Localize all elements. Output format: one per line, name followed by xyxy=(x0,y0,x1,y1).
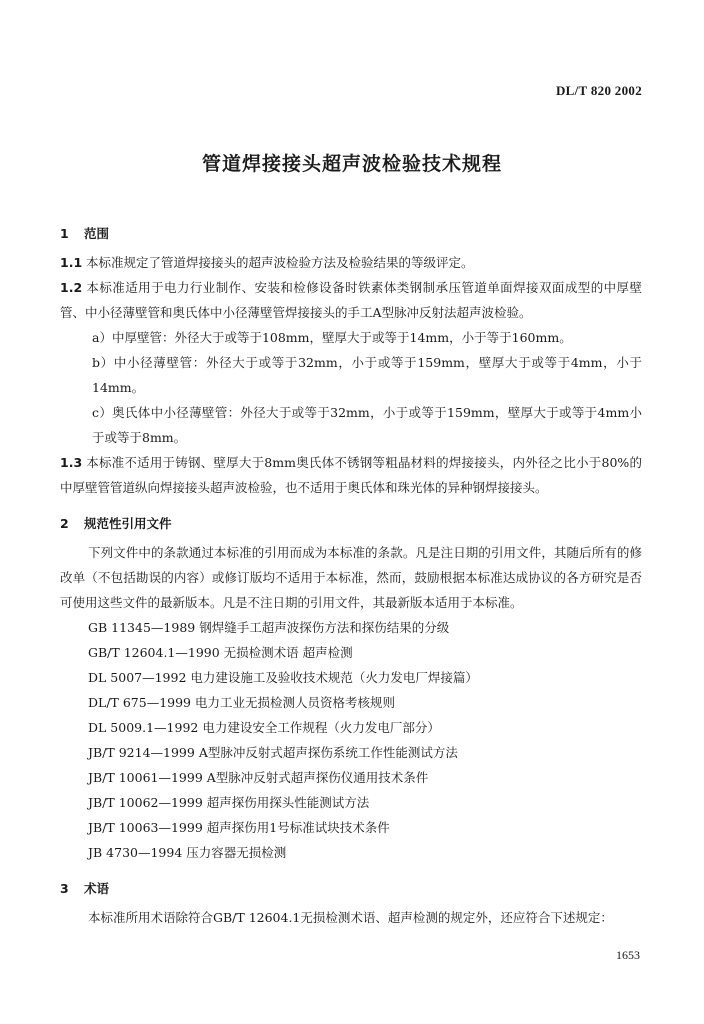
reference-item: DL 5007—1992 电力建设施工及验收技术规范（火力发电厂焊接篇） xyxy=(88,670,478,685)
document-body xyxy=(60,216,642,930)
section-title: 范围 xyxy=(84,226,110,241)
reference-item: JB/T 9214—1999 A型脉冲反射式超声探伤系统工作性能测试方法 xyxy=(88,745,458,760)
clause-number: 1.1 xyxy=(60,255,83,270)
reference-item: JB/T 10062—1999 超声探伤用探头性能测试方法 xyxy=(88,795,370,810)
section-number: 2 xyxy=(60,516,69,531)
section-2-intro: 下列文件中的条款通过本标准的引用而成为本标准的条款。凡是注日期的引用文件，其随后所有的修改单（不包括勘误的内容）或修订版均不适用于本标准，然而，鼓励根据本标准达成协议的各方研究是否可使用这些文件的最新版本。凡是不注日期的引用文件，其最新版本适用于本标准。 xyxy=(60,545,642,610)
list-item-b: b）中小径薄壁管：外径大于或等于32mm，小于或等于159mm，壁厚大于或等于4mm，小于14mm。 xyxy=(92,355,642,395)
clause-number: 1.2 xyxy=(60,280,83,295)
reference-item: GB/T 12604.1—1990 无损检测术语 超声检测 xyxy=(88,645,353,660)
section-2-heading xyxy=(60,511,642,536)
reference-item: DL/T 675—1999 电力工业无损检测人员资格考核规则 xyxy=(88,695,395,710)
section-number: 1 xyxy=(60,226,69,241)
document-title: 管道焊接接头超声波检验技术规程 xyxy=(201,153,502,175)
clause-text: 本标准规定了管道焊接接头的超声波检验方法及检验结果的等级评定。 xyxy=(86,255,474,270)
reference-item: JB 4730—1994 压力容器无损检测 xyxy=(88,845,287,860)
clause-number: 1.3 xyxy=(60,455,83,470)
clause-text: 本标准适用于电力行业制作、安装和检修设备时铁素体类钢制承压管道单面焊接双面成型的中厚壁管、中小径薄壁管和奥氏体中小径薄壁管焊接接头的手工A型脉冲反射法超声波检验。 xyxy=(60,280,642,320)
clause-1-1 xyxy=(60,250,642,275)
list-item-a: a）中厚壁管：外径大于或等于108mm，壁厚大于或等于14mm，小于等于160mm。 xyxy=(92,330,572,345)
section-1-heading xyxy=(60,221,642,246)
page-number: 1653 xyxy=(616,948,640,962)
reference-item: JB/T 10061—1999 A型脉冲反射式超声探伤仪通用技术条件 xyxy=(88,770,429,785)
standard-code: DL/T 820 2002 xyxy=(555,83,642,98)
section-title: 术语 xyxy=(84,881,110,896)
section-3-heading xyxy=(60,876,642,901)
list-item-c: c）奥氏体中小径薄壁管：外径大于或等于32mm，小于或等于159mm，壁厚大于或等于4mm小于或等于8mm。 xyxy=(92,405,642,445)
section-title: 规范性引用文件 xyxy=(84,516,172,531)
section-3-intro: 本标准所用术语除符合GB/T 12604.1无损检测术语、超声检测的规定外，还应符合下述规定： xyxy=(88,910,613,925)
clause-1-2 xyxy=(60,275,642,325)
reference-item: GB 11345—1989 钢焊缝手工超声波探伤方法和探伤结果的分级 xyxy=(88,620,450,635)
reference-item: JB/T 10063—1999 超声探伤用1号标准试块技术条件 xyxy=(88,820,390,835)
section-number: 3 xyxy=(60,881,69,896)
clause-1-3 xyxy=(60,450,642,500)
reference-item: DL 5009.1—1992 电力建设安全工作规程（火力发电厂部分） xyxy=(88,720,440,735)
clause-text: 本标准不适用于铸钢、壁厚大于8mm奥氏体不锈钢等粗晶材料的焊接接头，内外径之比小于80%的中厚壁管管道纵向焊接接头超声波检验，也不适用于奥氏体和珠光体的异种钢焊接接头。 xyxy=(60,455,642,495)
